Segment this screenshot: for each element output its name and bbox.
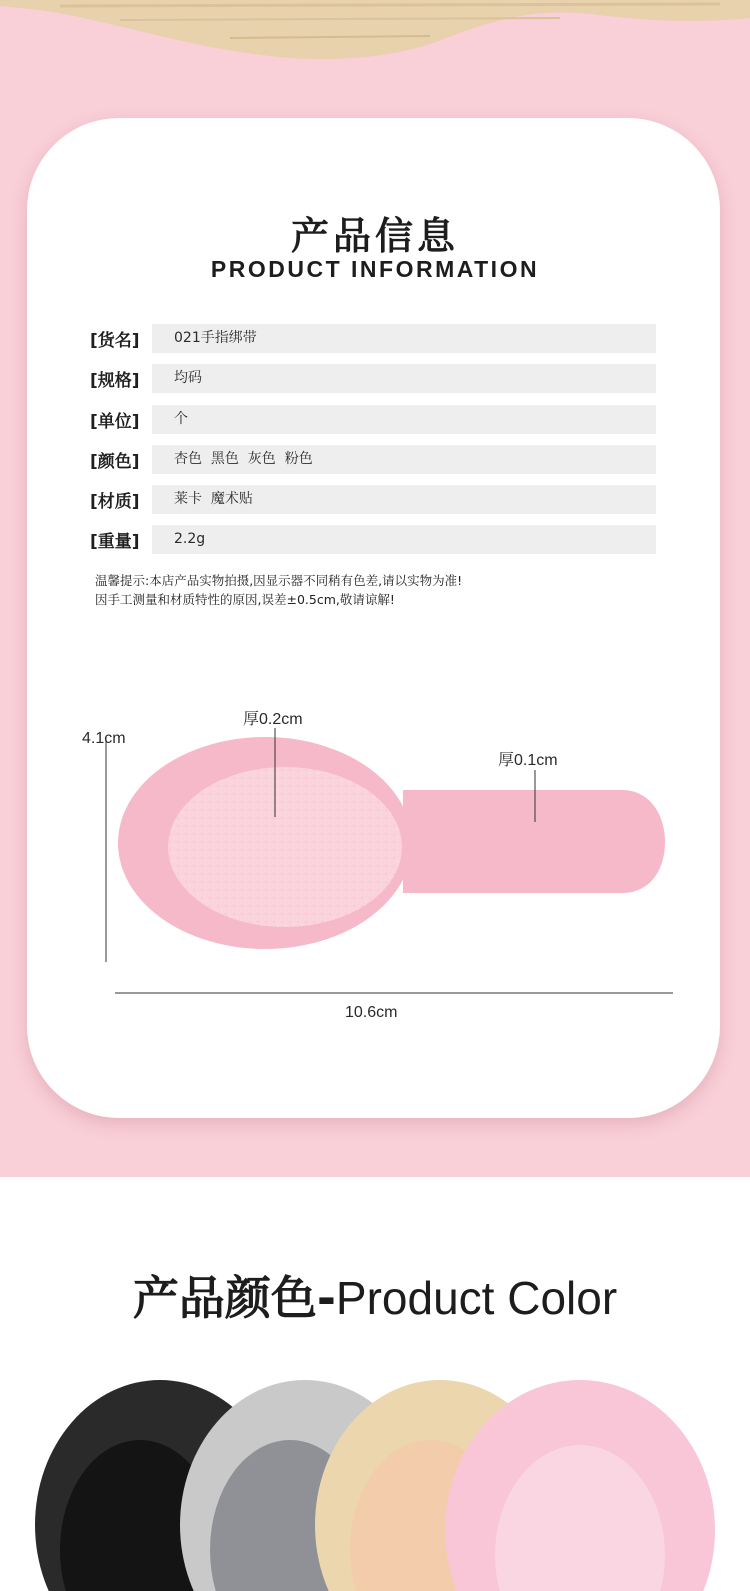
info-label: [规格]: [90, 371, 140, 391]
notice-line: 温馨提示:本店产品实物拍摄,因显示器不同稍有色差,请以实物为准!: [95, 573, 463, 588]
color-title-en: Product Color: [335, 1272, 618, 1324]
notice-line: 因手工测量和材质特性的原因,误差±0.5cm,敬请谅解!: [95, 592, 395, 607]
info-value: 均码: [152, 364, 656, 393]
color-section-title: [0, 1262, 750, 1328]
info-value: 杏色 黑色 灰色 粉色: [152, 445, 656, 474]
info-title-cn: 产品信息: [290, 214, 459, 258]
thickness-left-label: 厚0.2cm: [243, 711, 303, 728]
height-label: 4.1cm: [82, 730, 126, 747]
info-label: [重量]: [90, 532, 140, 552]
info-label: [单位]: [90, 412, 140, 432]
color-swatches: [0, 1370, 750, 1591]
thickness-right-label: 厚0.1cm: [498, 752, 558, 769]
info-value: 2.2g: [152, 525, 656, 554]
info-label: [颜色]: [90, 452, 140, 472]
info-value: 个: [152, 405, 656, 434]
info-value: 莱卡 魔术贴: [152, 485, 656, 514]
finger-strap-image: [118, 737, 665, 949]
color-title-cn: 产品颜色-: [132, 1271, 336, 1325]
info-value: 021手指绑带: [152, 324, 656, 353]
info-label: [材质]: [90, 492, 140, 512]
info-title-en: PRODUCT INFORMATION: [210, 256, 540, 282]
info-label: [货名]: [90, 331, 140, 351]
length-label: 10.6cm: [345, 1004, 398, 1021]
